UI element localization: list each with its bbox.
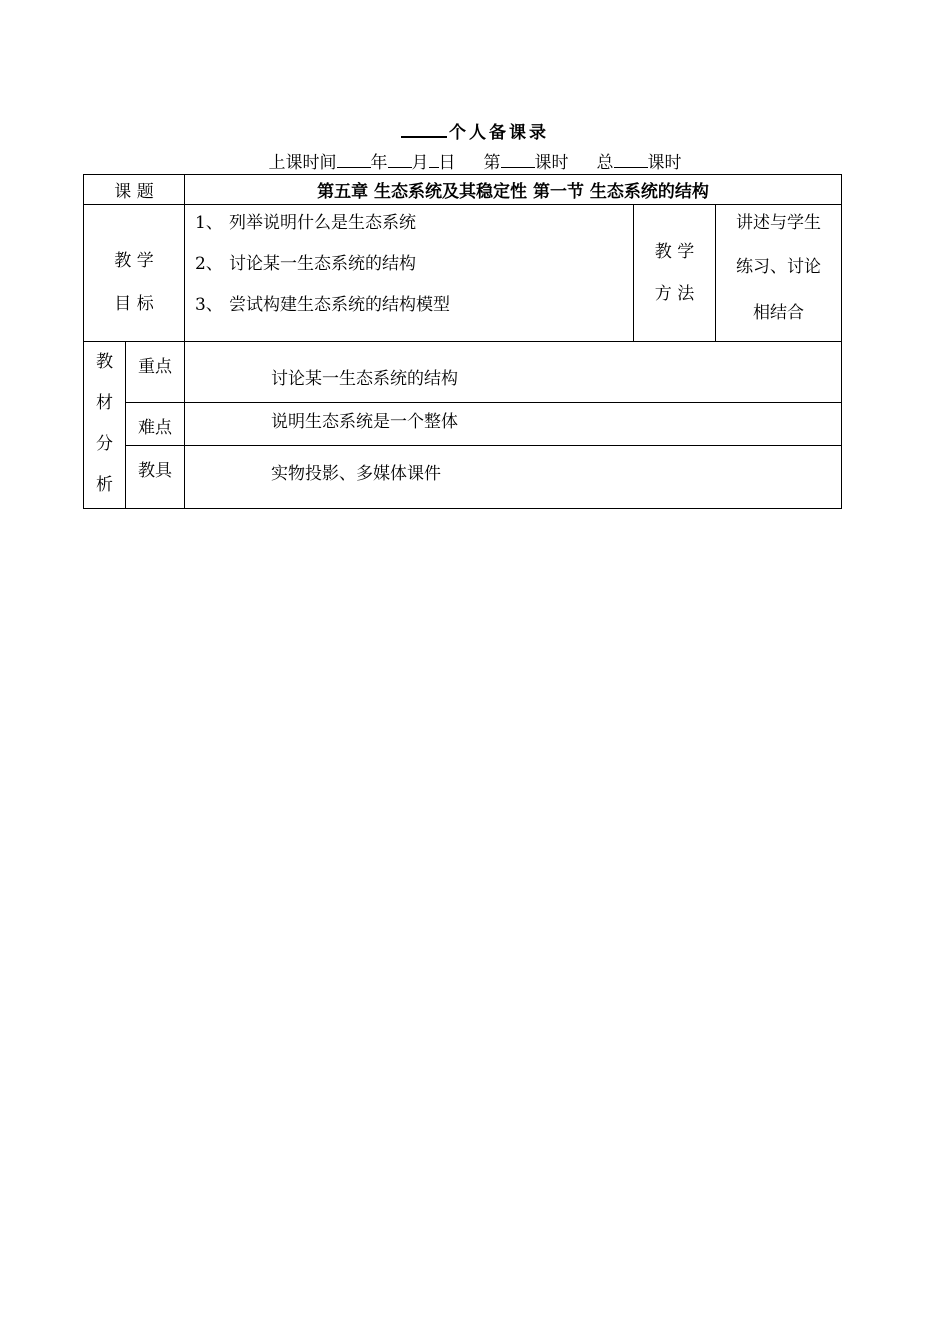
topic-label: 课 题 (84, 175, 185, 205)
total-blank (614, 153, 648, 168)
topic-value: 第五章 生态系统及其稳定性 第一节 生态系统的结构 (185, 175, 842, 205)
page-title (0, 118, 950, 143)
lesson-blank (501, 153, 535, 168)
month-blank (388, 153, 412, 168)
total-suffix: 课时 (647, 153, 682, 173)
difficulty-value: 说明生态系统是一个整体 (185, 403, 842, 446)
year-blank (337, 153, 371, 168)
method-label-line-1: 教 学 (654, 242, 695, 262)
difficulty-label: 难点 (126, 403, 185, 446)
objective-item: 2、 讨论某一生态系统的结构 (195, 254, 416, 274)
title-text: 个人备课录 (449, 123, 549, 143)
teaching-tools-value: 实物投影、多媒体课件 (185, 446, 842, 509)
method-value: 讲述与学生 练习、讨论 相结合 (716, 205, 842, 342)
lesson-plan-table (83, 174, 842, 509)
objectives-list (185, 205, 634, 342)
analysis-row-key (84, 342, 842, 403)
method-label (634, 205, 716, 342)
schedule-prefix: 上课时间 (268, 153, 337, 173)
year-label: 年 (370, 153, 388, 173)
day-label: 日 (438, 153, 456, 173)
teaching-tools-label: 教具 (126, 446, 185, 509)
total-prefix: 总 (596, 153, 614, 173)
day-blank (429, 153, 439, 168)
key-point-value: 讨论某一生态系统的结构 (185, 342, 842, 403)
topic-row (84, 175, 842, 205)
name-blank (401, 122, 447, 138)
objective-item: 1、 列举说明什么是生态系统 (195, 213, 416, 233)
key-point-label: 重点 (126, 342, 185, 403)
objectives-row (84, 205, 842, 342)
objectives-label-line-1: 教 学 (114, 250, 154, 271)
analysis-row-difficulty (84, 403, 842, 446)
objectives-label (84, 205, 185, 342)
month-label: 月 (411, 153, 429, 173)
schedule-line (0, 148, 950, 173)
analysis-label: 教 材 分 析 (84, 342, 126, 509)
lesson-prefix: 第 (483, 153, 501, 173)
objective-item: 3、 尝试构建生态系统的结构模型 (195, 295, 450, 315)
objectives-label-line-2: 目 标 (114, 293, 154, 314)
lesson-suffix: 课时 (534, 153, 569, 173)
method-label-line-2: 方 法 (654, 284, 695, 304)
analysis-row-tools (84, 446, 842, 509)
